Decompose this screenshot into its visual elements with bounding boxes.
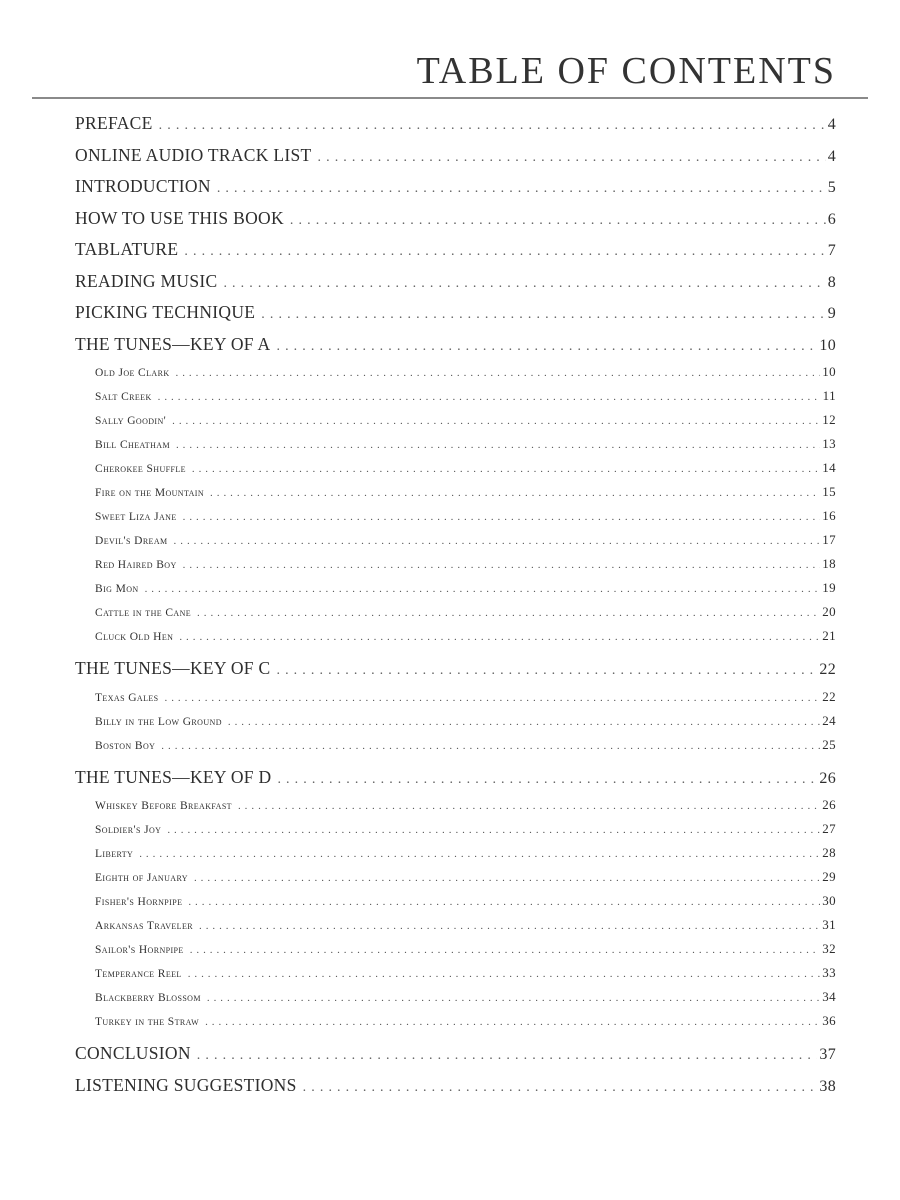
toc-entry[interactable]: [75, 817, 836, 841]
toc-entry[interactable]: [75, 624, 836, 648]
dot-leader: [205, 1010, 820, 1033]
toc-entry-label: HOW TO USE THIS BOOK: [75, 207, 284, 228]
toc-entry-label: Turkey in the Straw: [95, 1016, 200, 1028]
toc-entry-page-number: 16: [822, 508, 836, 523]
toc-entry[interactable]: [75, 1070, 836, 1102]
toc-entry-label: Cattle in the Cane: [95, 607, 192, 619]
dot-leader: [161, 734, 820, 757]
dot-leader: [188, 890, 820, 913]
toc-entry-label: Boston Boy: [95, 739, 156, 752]
toc-entry-page-number: 8: [827, 273, 836, 291]
title-divider: [32, 97, 868, 99]
toc-entry-page-number: 26: [819, 769, 836, 787]
toc-entry-label: Salt Creek: [95, 391, 152, 403]
dot-leader: [290, 205, 826, 235]
toc-entry[interactable]: [75, 384, 836, 408]
table-of-contents: [75, 108, 836, 1101]
dot-leader: [184, 236, 825, 266]
dot-leader: [261, 299, 825, 329]
toc-entry-label: Soldier's Joy: [95, 824, 162, 836]
toc-entry[interactable]: [75, 504, 836, 528]
toc-entry[interactable]: [75, 552, 836, 576]
toc-entry-label: LISTENING SUGGESTIONS: [75, 1074, 297, 1095]
toc-entry[interactable]: [75, 408, 836, 432]
toc-entry-page-number: 28: [822, 845, 836, 860]
toc-entry-label: Texas Gales: [95, 691, 159, 704]
dot-leader: [210, 481, 820, 504]
toc-entry-label: Billy in the Low Ground: [95, 715, 222, 728]
toc-entry[interactable]: [75, 234, 836, 266]
toc-entry-label: THE TUNES—KEY OF C: [75, 658, 271, 678]
dot-leader: [207, 986, 820, 1009]
toc-entry-label: Temperance Reel: [95, 968, 182, 980]
toc-entry-label: Eighth of January: [95, 872, 188, 884]
page-title: TABLE OF CONTENTS: [416, 50, 836, 92]
dot-leader: [167, 818, 820, 841]
dot-leader: [139, 842, 820, 865]
dot-leader: [197, 1040, 818, 1070]
toc-entry[interactable]: [75, 913, 836, 937]
toc-entry-page-number: 21: [822, 628, 836, 643]
toc-entry-label: Old Joe Clark: [95, 367, 170, 379]
toc-entry-page-number: 22: [819, 661, 836, 678]
toc-entry-page-number: 6: [827, 210, 836, 228]
toc-entry[interactable]: [75, 762, 836, 794]
toc-entry-page-number: 38: [819, 1077, 836, 1095]
toc-entry[interactable]: [75, 709, 836, 733]
toc-entry[interactable]: [75, 480, 836, 504]
dot-leader: [183, 505, 821, 528]
toc-entry-label: Arkansas Traveler: [95, 920, 193, 932]
toc-entry-page-number: 10: [819, 336, 836, 354]
dot-leader: [174, 529, 821, 552]
toc-entry-page-number: 31: [822, 917, 836, 932]
toc-entry-page-number: 34: [822, 989, 836, 1004]
dot-leader: [276, 331, 817, 361]
toc-entry-label: Sally Goodin': [95, 415, 167, 427]
dot-leader: [199, 914, 820, 937]
dot-leader: [159, 110, 826, 140]
toc-entry[interactable]: [75, 865, 836, 889]
toc-entry[interactable]: [75, 1038, 836, 1070]
toc-entry-page-number: 10: [822, 364, 836, 379]
toc-entry-label: Red Haired Boy: [95, 559, 177, 571]
dot-leader: [276, 655, 817, 685]
toc-entry-label: PICKING TECHNIQUE: [75, 302, 256, 322]
toc-entry-label: CONCLUSION: [75, 1043, 191, 1063]
toc-entry[interactable]: [75, 528, 836, 552]
toc-entry[interactable]: [75, 985, 836, 1009]
toc-entry-page-number: 32: [822, 941, 836, 956]
toc-entry[interactable]: [75, 937, 836, 961]
toc-entry-page-number: 29: [822, 869, 836, 884]
toc-entry[interactable]: [75, 297, 836, 329]
toc-entry[interactable]: [75, 889, 836, 913]
toc-entry-page-number: 12: [822, 412, 836, 427]
toc-entry-label: Whiskey Before Breakfast: [95, 800, 232, 812]
toc-entry-label: READING MUSIC: [75, 270, 218, 291]
toc-entry-label: Bill Cheatham: [95, 439, 170, 451]
dot-leader: [228, 710, 820, 733]
toc-entry-page-number: 22: [822, 688, 836, 704]
toc-entry-page-number: 17: [822, 532, 836, 547]
toc-entry-page-number: 5: [827, 179, 836, 196]
toc-entry-label: Cluck Old Hen: [95, 631, 174, 643]
toc-entry-label: PREFACE: [75, 113, 153, 133]
dot-leader: [238, 794, 820, 817]
toc-entry-label: INTRODUCTION: [75, 176, 211, 196]
toc-entry-label: Sweet Liza Jane: [95, 511, 177, 523]
toc-entry[interactable]: [75, 841, 836, 865]
toc-entry-label: Blackberry Blossom: [95, 992, 201, 1004]
toc-entry[interactable]: [75, 360, 836, 384]
toc-entry-page-number: 19: [822, 580, 836, 595]
toc-entry[interactable]: [75, 685, 836, 709]
toc-entry-label: Big Mon: [95, 583, 139, 595]
toc-entry[interactable]: [75, 733, 836, 757]
toc-entry-page-number: 4: [827, 147, 836, 165]
dot-leader: [217, 173, 826, 203]
toc-entry-label: Devil's Dream: [95, 535, 168, 547]
toc-entry-label: ONLINE AUDIO TRACK LIST: [75, 144, 312, 165]
toc-entry-page-number: 9: [827, 305, 836, 322]
toc-entry-label: Sailor's Hornpipe: [95, 944, 184, 956]
toc-entry[interactable]: [75, 108, 836, 140]
toc-entry-page-number: 30: [822, 893, 836, 908]
toc-entry[interactable]: [75, 576, 836, 600]
dot-leader: [194, 866, 820, 889]
toc-entry-label: Fire on the Mountain: [95, 487, 205, 499]
toc-entry[interactable]: [75, 1009, 836, 1033]
toc-entry-page-number: 15: [822, 484, 836, 499]
dot-leader: [172, 409, 820, 432]
toc-entry-page-number: 33: [822, 965, 836, 980]
dot-leader: [165, 686, 821, 709]
dot-leader: [303, 1072, 818, 1102]
toc-entry[interactable]: [75, 329, 836, 361]
toc-entry-page-number: 13: [822, 436, 836, 451]
dot-leader: [158, 385, 821, 408]
dot-leader: [179, 625, 820, 648]
toc-entry-page-number: 25: [822, 736, 836, 752]
toc-entry-page-number: 4: [827, 116, 836, 133]
toc-entry-label: Liberty: [95, 848, 134, 860]
toc-entry[interactable]: [75, 793, 836, 817]
toc-entry-label: TABLATURE: [75, 239, 179, 259]
dot-leader: [277, 764, 817, 794]
toc-entry[interactable]: [75, 140, 836, 172]
toc-entry-page-number: 18: [822, 556, 836, 571]
dot-leader: [192, 457, 820, 480]
dot-leader: [188, 962, 821, 985]
dot-leader: [190, 938, 821, 961]
toc-entry-page-number: 24: [822, 712, 836, 728]
dot-leader: [176, 433, 820, 456]
toc-entry[interactable]: [75, 432, 836, 456]
dot-leader: [318, 142, 826, 172]
toc-entry-page-number: 11: [822, 388, 836, 403]
toc-entry-label: THE TUNES—KEY OF A: [75, 333, 271, 354]
toc-entry-page-number: 20: [822, 604, 836, 619]
toc-entry[interactable]: [75, 456, 836, 480]
toc-entry[interactable]: [75, 961, 836, 985]
toc-entry-page-number: 14: [822, 460, 836, 475]
toc-entry-page-number: 36: [822, 1013, 836, 1028]
toc-entry-page-number: 26: [822, 797, 836, 812]
toc-entry-label: Fisher's Hornpipe: [95, 896, 183, 908]
toc-entry[interactable]: [75, 203, 836, 235]
toc-entry-page-number: 37: [819, 1046, 836, 1063]
toc-entry[interactable]: [75, 653, 836, 685]
toc-entry-label: Cherokee Shuffle: [95, 463, 186, 475]
toc-entry-label: THE TUNES—KEY OF D: [75, 766, 272, 787]
dot-leader: [145, 577, 821, 600]
dot-leader: [197, 601, 820, 624]
dot-leader: [176, 361, 821, 384]
toc-entry[interactable]: [75, 171, 836, 203]
toc-entry[interactable]: [75, 600, 836, 624]
toc-entry-page-number: 27: [822, 821, 836, 836]
toc-entry[interactable]: [75, 266, 836, 298]
dot-leader: [183, 553, 821, 576]
dot-leader: [223, 268, 825, 298]
toc-entry-page-number: 7: [827, 242, 836, 259]
